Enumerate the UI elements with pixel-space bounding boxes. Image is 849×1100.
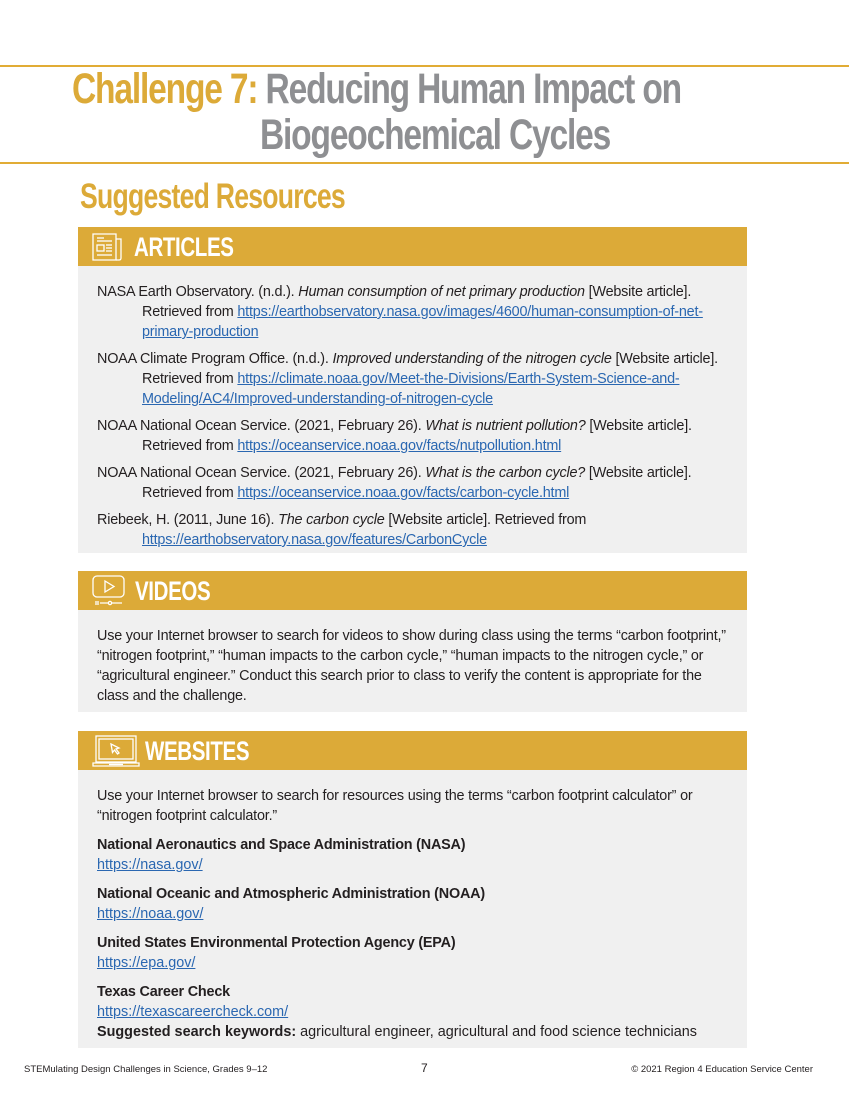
- reference-author: NASA Earth Observatory. (n.d.).: [97, 284, 299, 300]
- section-subtitle: Suggested Resources: [80, 177, 345, 216]
- reference-title: What is nutrient pollution?: [425, 418, 586, 434]
- reference-author: NOAA National Ocean Service. (2021, February 26).: [97, 465, 426, 481]
- keywords-label: Suggested search keywords:: [97, 1024, 297, 1040]
- website-name: National Aeronautics and Space Administration (NASA): [97, 837, 466, 853]
- reference-link[interactable]: https://oceanservice.noaa.gov/facts/nutpollution.html: [237, 438, 562, 454]
- reference-item: [97, 282, 727, 342]
- reference-item: [97, 416, 727, 456]
- reference-item: [97, 463, 727, 503]
- website-entry: [97, 884, 727, 924]
- websites-body: [78, 770, 747, 1042]
- reference-source-text: [Website article]. Retrieved from: [384, 512, 587, 528]
- title-line-2: Biogeochemical Cycles: [259, 111, 611, 159]
- website-link[interactable]: https://epa.gov/: [97, 955, 196, 971]
- articles-section: [78, 227, 747, 553]
- videos-header: [78, 571, 747, 610]
- footer-copyright: © 2021 Region 4 Education Service Center: [631, 1064, 813, 1075]
- reference-title: Improved understanding of the nitrogen cycle: [332, 351, 612, 367]
- title-line-1: Reducing Human Impact on: [265, 65, 681, 113]
- video-player-icon: [92, 575, 126, 612]
- websites-heading: WEBSITES: [145, 736, 250, 766]
- articles-header: [78, 227, 747, 266]
- reference-title: What is the carbon cycle?: [425, 465, 586, 481]
- reference-source-text: [Website article]. Retrieved from: [142, 465, 692, 501]
- newspaper-icon: [92, 233, 126, 266]
- title-prefix: Challenge 7:: [72, 65, 258, 113]
- website-entry: [97, 835, 727, 875]
- page-title: [72, 66, 681, 158]
- reference-link[interactable]: https://climate.noaa.gov/Meet-the-Divisions/Earth-System-Science-and-Modeling/AC4/Improved-understanding-of-nitrogen-cycle: [142, 371, 680, 407]
- page-number: 7: [421, 1061, 428, 1075]
- articles-heading: ARTICLES: [134, 232, 234, 262]
- reference-author: Riebeek, H. (2011, June 16).: [97, 512, 279, 528]
- websites-header: [78, 731, 747, 770]
- keywords-text: agricultural engineer, agricultural and food science technicians: [296, 1024, 697, 1040]
- website-name: United States Environmental Protection Agency (EPA): [97, 935, 456, 951]
- website-link[interactable]: https://nasa.gov/: [97, 857, 203, 873]
- reference-item: [97, 349, 727, 409]
- reference-author: NOAA Climate Program Office. (n.d.).: [97, 351, 333, 367]
- videos-body: [78, 610, 747, 706]
- footer-publication-title: STEMulating Design Challenges in Science, Grades 9–12: [24, 1064, 268, 1075]
- videos-instructions: Use your Internet browser to search for videos to show during class using the terms “carbon footprint,” “nitrogen footprint,” “human impacts to the carbon cycle,” “human impacts to the nitrogen cycle,” or “agricultural engineer.” Conduct this search prior to class to verify the content is appropriate for the class and the challenge.: [97, 628, 726, 704]
- website-entry: [97, 982, 727, 1042]
- websites-intro: Use your Internet browser to search for resources using the terms “carbon footprint calculator” or “nitrogen footprint calculator.”: [97, 788, 693, 824]
- reference-title: Human consumption of net primary production: [298, 284, 585, 300]
- website-link[interactable]: https://texascareercheck.com/: [97, 1004, 289, 1020]
- videos-heading: VIDEOS: [135, 576, 211, 606]
- search-keywords: [97, 1022, 727, 1042]
- website-entry: [97, 933, 727, 973]
- reference-source-text: [Website article]. Retrieved from: [142, 351, 718, 387]
- reference-source-text: [Website article]. Retrieved from: [142, 418, 692, 454]
- videos-section: [78, 571, 747, 712]
- reference-link[interactable]: https://oceanservice.noaa.gov/facts/carbon-cycle.html: [237, 485, 570, 501]
- reference-title: The carbon cycle: [278, 512, 385, 528]
- website-link[interactable]: https://noaa.gov/: [97, 906, 204, 922]
- reference-link[interactable]: https://earthobservatory.nasa.gov/images/4600/human-consumption-of-net-primary-production: [142, 304, 703, 340]
- reference-link[interactable]: https://earthobservatory.nasa.gov/features/CarbonCycle: [142, 532, 487, 548]
- reference-author: NOAA National Ocean Service. (2021, February 26).: [97, 418, 426, 434]
- reference-source-text: [Website article]. Retrieved from: [142, 284, 692, 320]
- reference-item: [97, 510, 727, 550]
- websites-section: [78, 731, 747, 1048]
- website-name: Texas Career Check: [97, 984, 230, 1000]
- header-rule-bottom: [0, 162, 849, 164]
- laptop-cursor-icon: [92, 735, 140, 772]
- website-name: National Oceanic and Atmospheric Administration (NOAA): [97, 886, 485, 902]
- articles-list: [78, 266, 747, 550]
